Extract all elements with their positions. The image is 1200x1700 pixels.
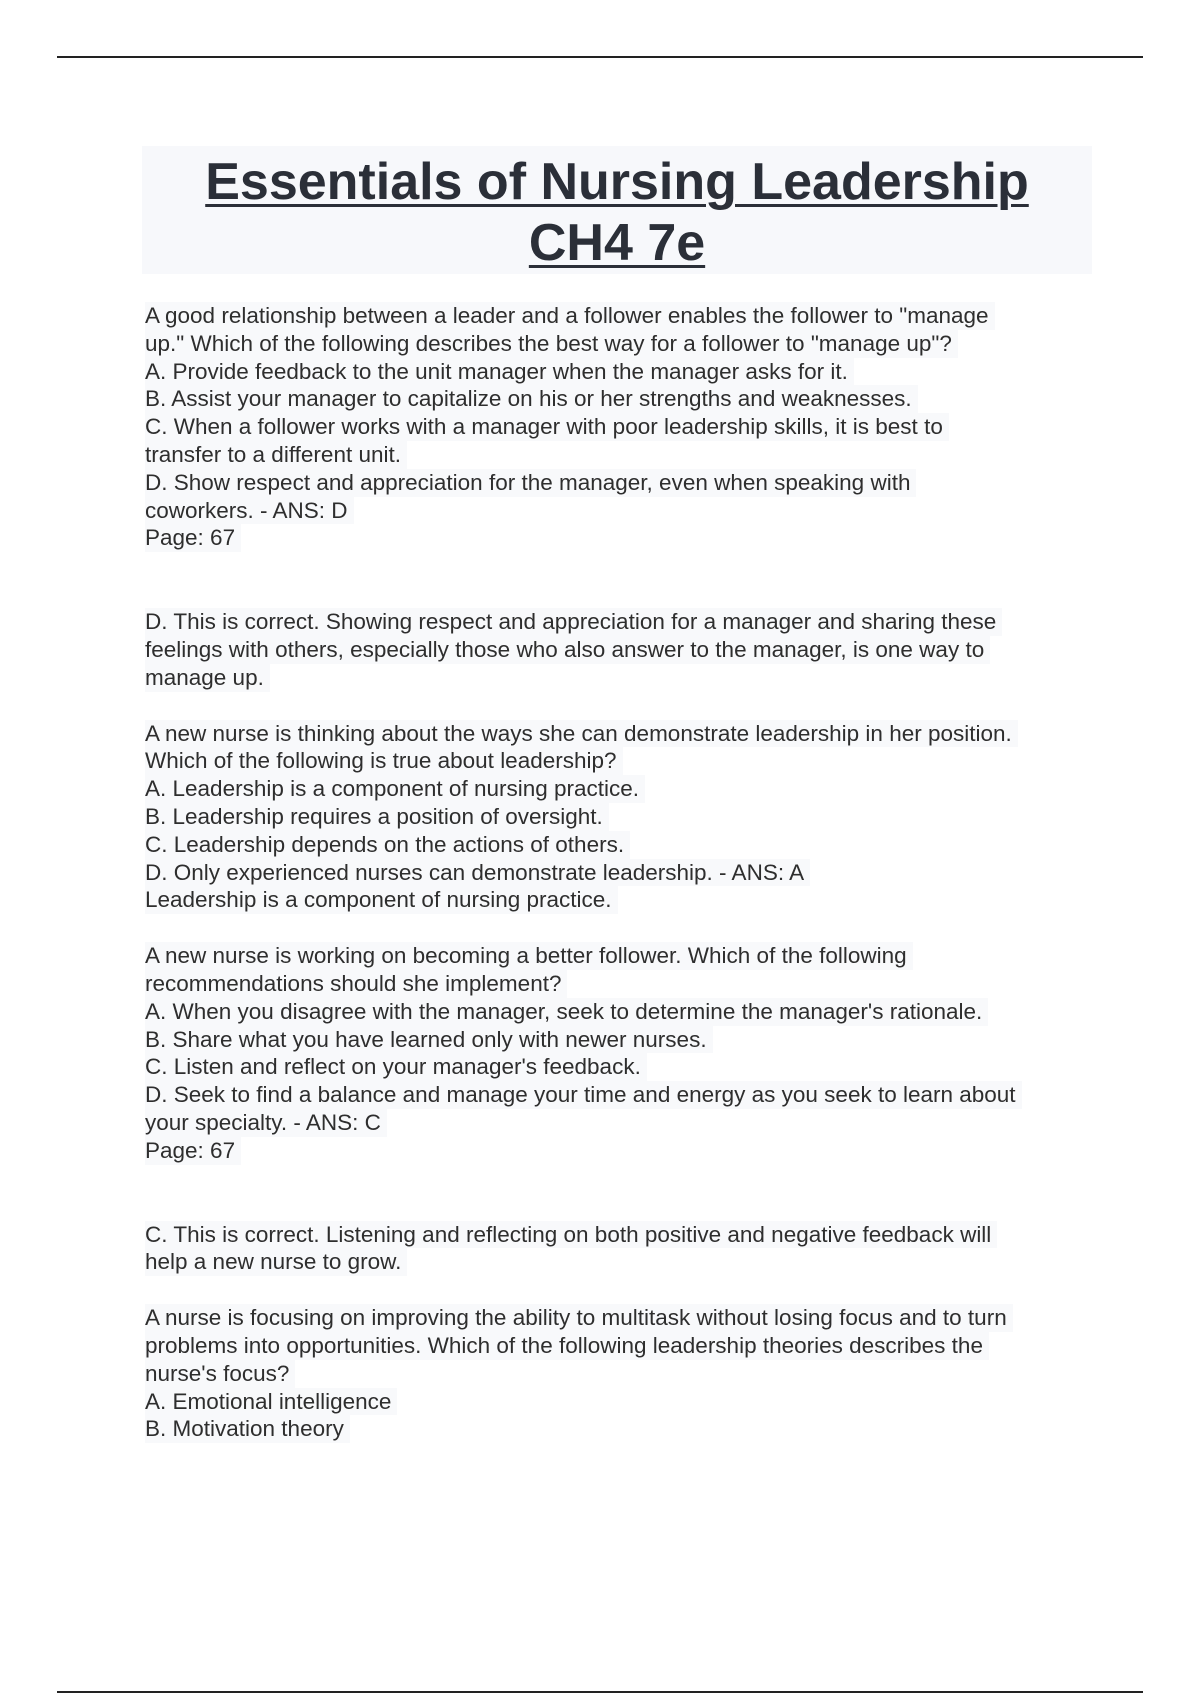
option-line (145, 1026, 1090, 1054)
rationale-line (145, 886, 1090, 914)
option-line (145, 831, 1090, 859)
option-line (145, 385, 1090, 413)
text-line (145, 636, 1090, 664)
text-line-content: manage up. (145, 664, 270, 692)
text-line-content: D. Show respect and appreciation for the manager, even when speaking with (145, 469, 916, 497)
text-line-content: B. Leadership requires a position of oversight. (145, 803, 609, 831)
text-line-content: nurse's focus? (145, 1360, 295, 1388)
option-line (145, 441, 1090, 469)
text-line-content: feelings with others, especially those who also answer to the manager, is one way to (145, 636, 990, 664)
text-line (145, 608, 1090, 636)
text-line (145, 1360, 1090, 1388)
text-line (145, 747, 1090, 775)
option-line (145, 358, 1090, 386)
text-line (145, 970, 1090, 998)
text-line-content: B. Assist your manager to capitalize on his or her strengths and weaknesses. (145, 385, 918, 413)
title-line-2: CH4 7e (528, 214, 706, 272)
text-line (145, 1304, 1090, 1332)
document-body (145, 302, 1090, 1443)
text-line (145, 720, 1090, 748)
text-line-content: A. Provide feedback to the unit manager when the manager asks for it. (145, 358, 854, 386)
document-title (142, 146, 1092, 274)
text-line-content: problems into opportunities. Which of the following leadership theories describes the (145, 1332, 989, 1360)
question-block-3 (145, 942, 1090, 1164)
title-banner (142, 146, 1092, 274)
rationale-block-3 (145, 1221, 1090, 1277)
text-line-content: Leadership is a component of nursing practice. (145, 886, 618, 914)
page-reference (145, 1137, 1090, 1165)
option-line (145, 998, 1090, 1026)
option-line (145, 469, 1090, 497)
text-line-content: A. Leadership is a component of nursing practice. (145, 775, 645, 803)
option-line (145, 1081, 1090, 1109)
text-line-content: Page: 67 (145, 524, 241, 552)
text-line-content: D. Only experienced nurses can demonstrate leadership. - ANS: A (145, 859, 810, 887)
text-line-content: A good relationship between a leader and a follower enables the follower to "manage (145, 302, 995, 330)
footer-rule (57, 1691, 1143, 1693)
text-line (145, 1221, 1090, 1249)
answer-line (145, 859, 1090, 887)
text-line-content: up." Which of the following describes the best way for a follower to "manage up"? (145, 330, 958, 358)
text-line-content: help a new nurse to grow. (145, 1248, 407, 1276)
text-line (145, 942, 1090, 970)
text-line (145, 1332, 1090, 1360)
option-line (145, 1415, 1090, 1443)
answer-line (145, 1109, 1090, 1137)
text-line-content: Page: 67 (145, 1137, 241, 1165)
text-line (145, 1248, 1090, 1276)
option-line (145, 413, 1090, 441)
rationale-block-1 (145, 608, 1090, 691)
text-line-content: B. Share what you have learned only with newer nurses. (145, 1026, 713, 1054)
text-line-content: C. When a follower works with a manager with poor leadership skills, it is best to (145, 413, 949, 441)
text-line (145, 664, 1090, 692)
text-line-content: D. This is correct. Showing respect and appreciation for a manager and sharing these (145, 608, 1002, 636)
option-line (145, 803, 1090, 831)
text-line-content: recommendations should she implement? (145, 970, 567, 998)
question-block-4 (145, 1304, 1090, 1443)
text-line-content: C. Listen and reflect on your manager's feedback. (145, 1053, 647, 1081)
text-line-content: C. This is correct. Listening and reflecting on both positive and negative feedback will (145, 1221, 997, 1249)
text-line-content: B. Motivation theory (145, 1415, 350, 1443)
text-line-content: A new nurse is thinking about the ways she can demonstrate leadership in her position. (145, 720, 1018, 748)
text-line (145, 302, 1090, 330)
text-line-content: A nurse is focusing on improving the ability to multitask without losing focus and to turn (145, 1304, 1013, 1332)
option-line (145, 1053, 1090, 1081)
option-line (145, 775, 1090, 803)
text-line-content: A. When you disagree with the manager, seek to determine the manager's rationale. (145, 998, 988, 1026)
page-reference (145, 524, 1090, 552)
text-line-content: transfer to a different unit. (145, 441, 407, 469)
text-line-content: C. Leadership depends on the actions of others. (145, 831, 630, 859)
question-block-1 (145, 302, 1090, 552)
answer-line (145, 497, 1090, 525)
title-line-1: Essentials of Nursing Leadership (205, 153, 1029, 211)
text-line (145, 330, 1090, 358)
text-line-content: Which of the following is true about leadership? (145, 747, 623, 775)
text-line-content: A. Emotional intelligence (145, 1388, 397, 1416)
text-line-content: coworkers. - ANS: D (145, 497, 354, 525)
text-line-content: your specialty. - ANS: C (145, 1109, 387, 1137)
option-line (145, 1388, 1090, 1416)
header-rule (57, 56, 1143, 58)
question-block-2 (145, 720, 1090, 915)
text-line-content: D. Seek to find a balance and manage your time and energy as you seek to learn about (145, 1081, 1022, 1109)
text-line-content: A new nurse is working on becoming a better follower. Which of the following (145, 942, 913, 970)
